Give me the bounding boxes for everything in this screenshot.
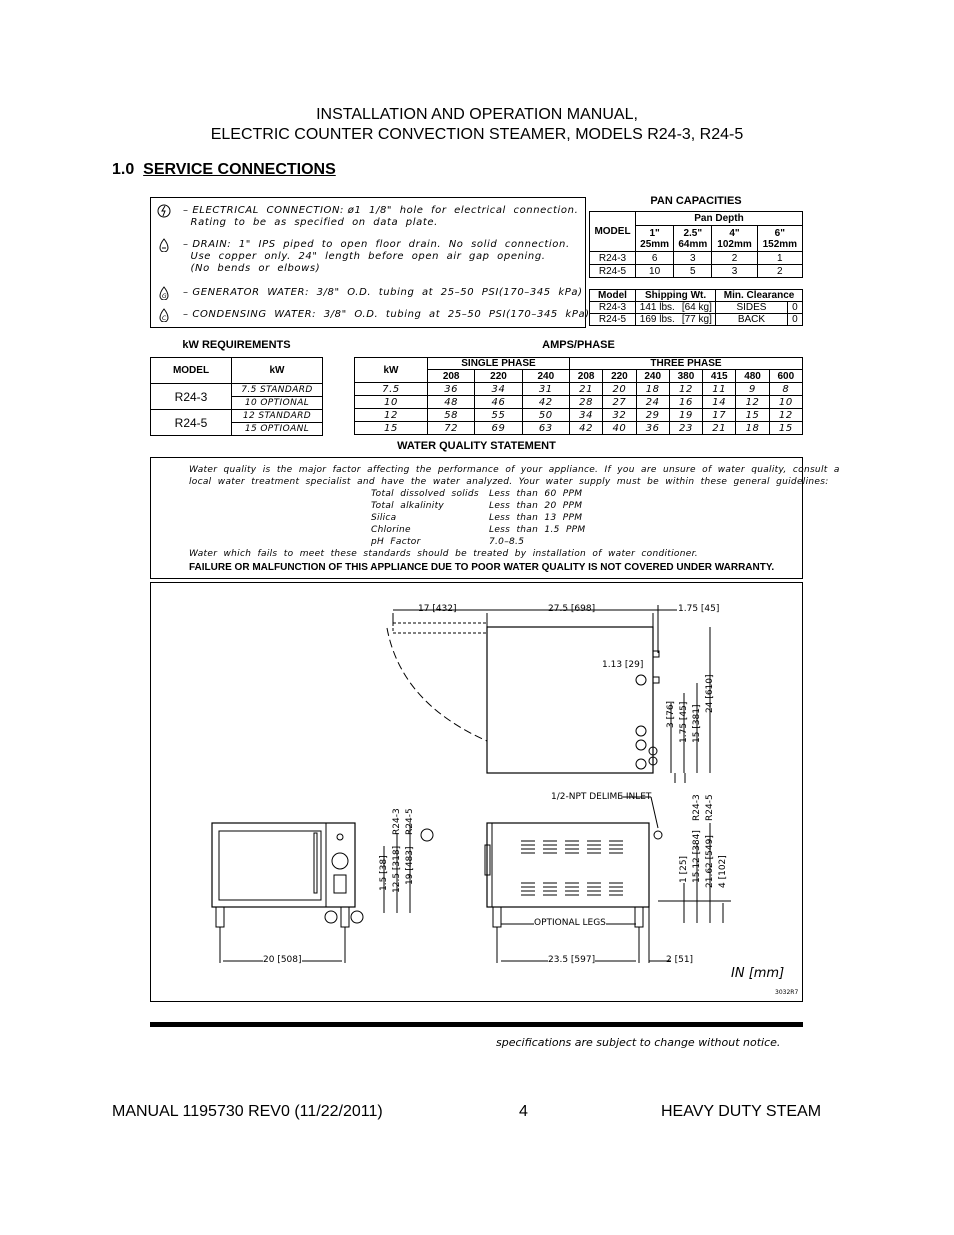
- divider-rule: [150, 1022, 803, 1027]
- depth-col: 6" 152mm: [757, 226, 802, 252]
- change-notice: specifications are subject to change without notice.: [496, 1036, 781, 1049]
- units-label: IN [mm]: [731, 966, 785, 981]
- dim-bottom-1: 20 [508]: [263, 955, 302, 965]
- top-view-body: [487, 627, 653, 773]
- side-view-body: [487, 823, 649, 907]
- water-quality-title: WATER QUALITY STATEMENT: [397, 440, 556, 452]
- front-view-door: [219, 831, 321, 900]
- dim-113: 1.13 [29]: [602, 660, 644, 670]
- table-row: 10 48 46 42 28 27 24 16 14 12 10: [355, 396, 803, 409]
- svg-text:G: G: [162, 293, 168, 300]
- electrical-icon: [157, 204, 171, 218]
- drawing-canvas: [151, 583, 802, 1001]
- door-swing-outline: [393, 623, 487, 633]
- shipping-table: Model Shipping Wt. Min. Clearance R24-3 141 lbs. [64 kg] SIDES 0 R24-5 169 lbs. [77 kg] BACK 0: [589, 289, 803, 326]
- dim-top-2: 27.5 [698]: [548, 604, 596, 614]
- depth-col: 2.5" 64mm: [674, 226, 712, 252]
- table-row: R24-5 12 STANDARD: [151, 410, 323, 423]
- drain-icon: [157, 238, 171, 252]
- dimension-drawing: 17 [432] 27.5 [698] 1.75 [45] 1.13 [29] 3 [76] 1.75 [45] 15 [381] 24 [610] 1/2-NPT DELIME INLET R24-3 R24-5 1.5 [38] 12.5 [318] 19 [483] R24-3 R24-5 1 [25] 15.12 [384] 21.62 [549] 4 [102] OPTIONAL LEGS 20 [508] 23.5 [597] 2 [51] IN [mm] 3032R7: [150, 582, 803, 1002]
- wq-intro-1: Water quality is the major factor affecting the performance of your appliance. If you are unsure of water quality, consult a: [189, 465, 840, 475]
- generator-water-icon: [157, 286, 171, 300]
- depth-col: 4" 102mm: [712, 226, 757, 252]
- wq-closing: Water which fails to meet these standards should be treated by installation of water conditioner.: [189, 549, 698, 559]
- table-row: R24-5 169 lbs. [77 kg] BACK 0: [590, 314, 803, 326]
- table-row: 15 72 69 63 42 40 36 23 21 18 15: [355, 422, 803, 435]
- pan-capacities-table: [589, 211, 803, 278]
- side-view-vents: [521, 841, 623, 895]
- drawing-number: 3032R7: [775, 989, 799, 996]
- water-quality-box: Water quality is the major factor affecting the performance of your appliance. If you are unsure of water quality, consult a local water treatment specialist and have the water analyzed. Your water supply must be within these general guidelines: Total dissolved solids Less than 60 PPM Total alkalinity Less than 20 PPM Silica Less than 13 PPM Chlorine Less than 1.5 PPM pH Factor 7.0–8.5 Water which fails to meet these standards should be treated by installation of water conditioner. FAILURE OR MALFUNCTION OF THIS APPLIANCE DUE TO POOR WATER QUALITY IS NOT COVERED UNDER WARRANTY.: [150, 457, 803, 579]
- wq-intro-2: local water treatment specialist and have the water analyzed. Your water supply must be within these general guidelines:: [189, 477, 829, 487]
- pan-capacities-title: PAN CAPACITIES: [650, 195, 742, 207]
- dim-bottom-3: 2 [51]: [666, 955, 694, 965]
- pan-model-header: MODEL: [590, 212, 636, 252]
- svg-text:C: C: [162, 315, 167, 322]
- footer-manual-id: MANUAL 1195730 REV0 (11/22/2011): [112, 1103, 383, 1120]
- table-row: R24-5 10 5 3 2: [590, 265, 803, 278]
- connection-condensing-water: C – CONDENSING WATER: 3/8" O.D. tubing at 25–50 PSI(170–345 kPa): [157, 308, 177, 322]
- section-number: 1.0: [112, 161, 135, 178]
- delime-inlet-label: 1/2-NPT DELIME INLET: [551, 792, 652, 802]
- document-title-line1: INSTALLATION AND OPERATION MANUAL,: [316, 106, 638, 123]
- dim-top-3: 1.75 [45]: [678, 604, 720, 614]
- section-heading: [112, 161, 336, 179]
- section-title: SERVICE CONNECTIONS: [143, 161, 336, 178]
- connections-box: [150, 197, 590, 328]
- footer-product: HEAVY DUTY STEAM: [661, 1103, 822, 1120]
- table-row: 12 58 55 50 34 32 29 19 17 15 12: [355, 409, 803, 422]
- page-number: 4: [519, 1103, 528, 1120]
- optional-legs-label: OPTIONAL LEGS: [534, 918, 606, 928]
- connection-generator-water: G – GENERATOR WATER: 3/8" O.D. tubing at 25–50 PSI(170–345 kPa): [157, 286, 177, 300]
- door-swing-arc: [387, 628, 487, 741]
- table-row: 7.5 36 34 31 21 20 18 12 11 9 8: [355, 383, 803, 396]
- connection-electrical: – ELECTRICAL CONNECTION: ø1 1/8" hole for electrical connection. Rating to be as specified on data plate.: [157, 204, 177, 218]
- dim-bottom-2: 23.5 [597]: [548, 955, 596, 965]
- document-title-line2: ELECTRIC COUNTER CONVECTION STEAMER, MODELS R24-3, R24-5: [210, 126, 744, 143]
- kw-requirements-table: MODEL kW R24-3 7.5 STANDARD 10 OPTIONAL R24-5 12 STANDARD 15 OPTIOANL: [150, 357, 323, 436]
- kw-requirements-title: kW REQUIREMENTS: [182, 339, 291, 351]
- table-row: R24-3 141 lbs. [64 kg] SIDES 0: [590, 302, 803, 314]
- table-row: R24-3 6 3 2 1: [590, 252, 803, 265]
- pan-depth-header: Pan Depth: [636, 212, 803, 226]
- depth-col: 1" 25mm: [636, 226, 674, 252]
- connection-drain: – DRAIN: 1" IPS piped to open floor drain. No solid connection. Use copper only. 24" length before open air gap opening. (No bends or elbows): [157, 238, 177, 252]
- wq-warning: FAILURE OR MALFUNCTION OF THIS APPLIANCE DUE TO POOR WATER QUALITY IS NOT COVERED UNDER WARRANTY.: [189, 562, 775, 573]
- condensing-water-icon: [157, 308, 171, 322]
- amps-phase-title: AMPS/PHASE: [542, 339, 615, 351]
- table-row: R24-3 7.5 STANDARD: [151, 384, 323, 397]
- amps-phase-table: kW SINGLE PHASE THREE PHASE 208 220 240 208 220 240 380 415 480 600 7.5 36 34 31 21 20 18 12 11 9 8 10 48 46 42 28 27 24 16 14 12 10 12 58 55 50 34 32 29 19 17 15 12 15 72 69 63 42 40 36 23 21 18 15: [354, 357, 803, 435]
- dim-top-1: 17 [432]: [418, 604, 457, 614]
